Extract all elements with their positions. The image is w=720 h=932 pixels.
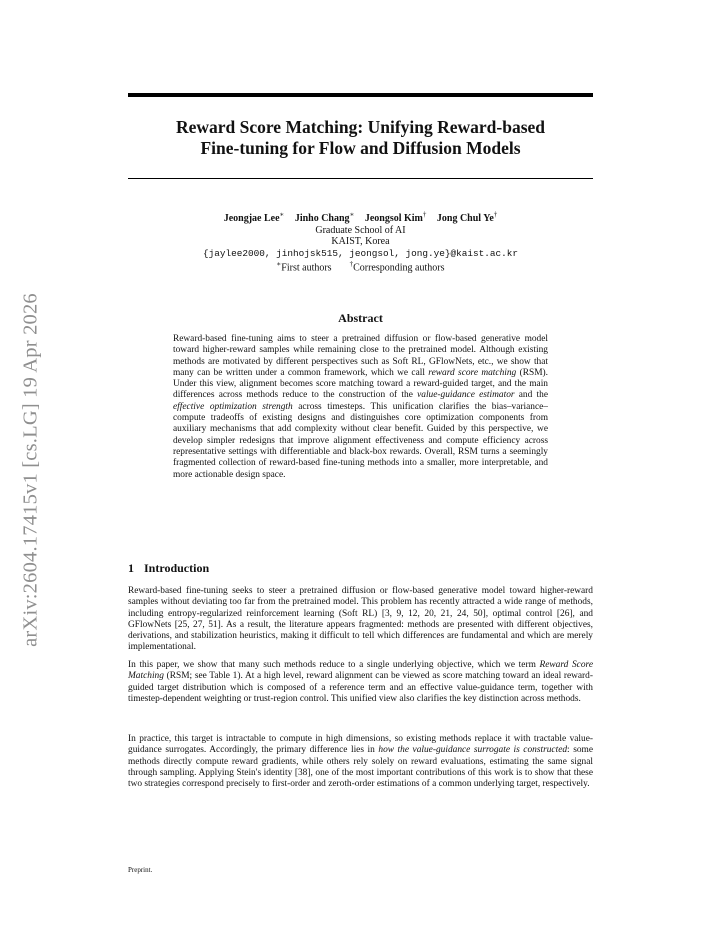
abstract-text: Reward-based fine-tuning aims to steer a pretrained diffusion or flow-based generative model toward higher-reward samples while remaining close to the pretrained model. Although existing methods are motivated by different perspectives such as Soft RL, GFlowNets, etc., we show that many can be written under a common framework, which we call reward score matching (RSM). Under this view, alignment becomes score matching toward a reward-guided target, and the main differences across methods reduce to the construction of the value-guidance estimator and the effective optimization strength across timesteps. This unification clarifies the bias–variance–compute tradeoffs of existing designs and distinguishes core optimization components from auxiliary mechanisms that add complexity without clear benefit. Guided by this perspective, we develop simpler redesigns that improve alignment effectiveness and compute efficiency across representative settings with differentiable and black-box rewards. Overall, RSM turns a seemingly fragmented collection of reward-based fine-tuning methods into a smaller, more interpretable, and more actionable design space. (173, 334, 548, 480)
author-1: Jeongjae Lee∗ (223, 211, 285, 225)
note-corresponding-authors: Corresponding authors (353, 262, 445, 274)
author-2: Jinho Chang∗ (294, 211, 355, 225)
paper-title (128, 117, 593, 159)
preprint-footer: Preprint. (128, 866, 153, 874)
title-line-2: Fine-tuning for Flow and Diffusion Models (200, 138, 521, 158)
intro-paragraph-2: In this paper, we show that many such methods reduce to a single underlying objective, which we term Reward Score Matching (RSM; see Table 1). At a high level, reward alignment can be viewed as score matching toward an ideal reward-guided target distribution which is composed of a reference term and an effective value-guidance term, together with timestep-dependent weighting or trust-region control. This unified view also clarifies the key distinction across methods. (128, 660, 593, 704)
intro-paragraph-3: In practice, this target is intractable to compute in high dimensions, so existing methods replace it with tractable value-guidance surrogates. Accordingly, the primary difference lies in how the value-guidance surrogate is constructed: some methods directly compute reward gradients, while others rely solely on reward evaluations, estimating the same signal through sampling. Applying Stein's identity [38], one of the most important contributions of this work is to show that these two strategies correspond precisely to first-order and zeroth-order estimations of a common underlying target, respectively. (128, 734, 593, 790)
author-emails: {jaylee2000, jinhojsk515, jeongsol, jong.ye}@kaist.ac.kr (202, 247, 519, 259)
institution: KAIST, Korea (331, 236, 390, 248)
section-title: Introduction (144, 561, 210, 575)
author-3: Jeongsol Kim† (364, 211, 427, 225)
title-bottom-rule (128, 178, 593, 179)
author-notes: ∗First authors †Corresponding authors (276, 260, 445, 274)
section-number: 1 (128, 561, 134, 575)
note-first-authors: First authors (281, 262, 332, 274)
title-top-rule (128, 93, 593, 97)
arxiv-identifier-stamp: arXiv:2604.17415v1 [cs.LG] 19 Apr 2026 (19, 293, 42, 647)
intro-paragraph-1: Reward-based fine-tuning seeks to steer a pretrained diffusion or flow-based generative model toward higher-reward samples without deviating too far from the pretrained model. This problem has recently attracted a wide range of methods, including entropy-regularized reinforcement learning (Soft RL) [3, 9, 12, 20, 21, 24, 50], optimal control [26], and GFlowNets [25, 27, 51]. As a result, the literature appears fragmented: methods are presented with different objectives, derivations, and stabilization heuristics, making it difficult to tell which differences are fundamental and which are merely implementational. (128, 586, 593, 653)
author-4: Jong Chul Ye† (436, 211, 498, 225)
affiliation: Graduate School of AI (315, 224, 406, 236)
introduction-heading (128, 561, 209, 576)
author-block (128, 210, 593, 274)
abstract-heading: Abstract (338, 311, 383, 325)
author-names (128, 210, 593, 225)
title-line-1: Reward Score Matching: Unifying Reward-based (175, 117, 546, 137)
